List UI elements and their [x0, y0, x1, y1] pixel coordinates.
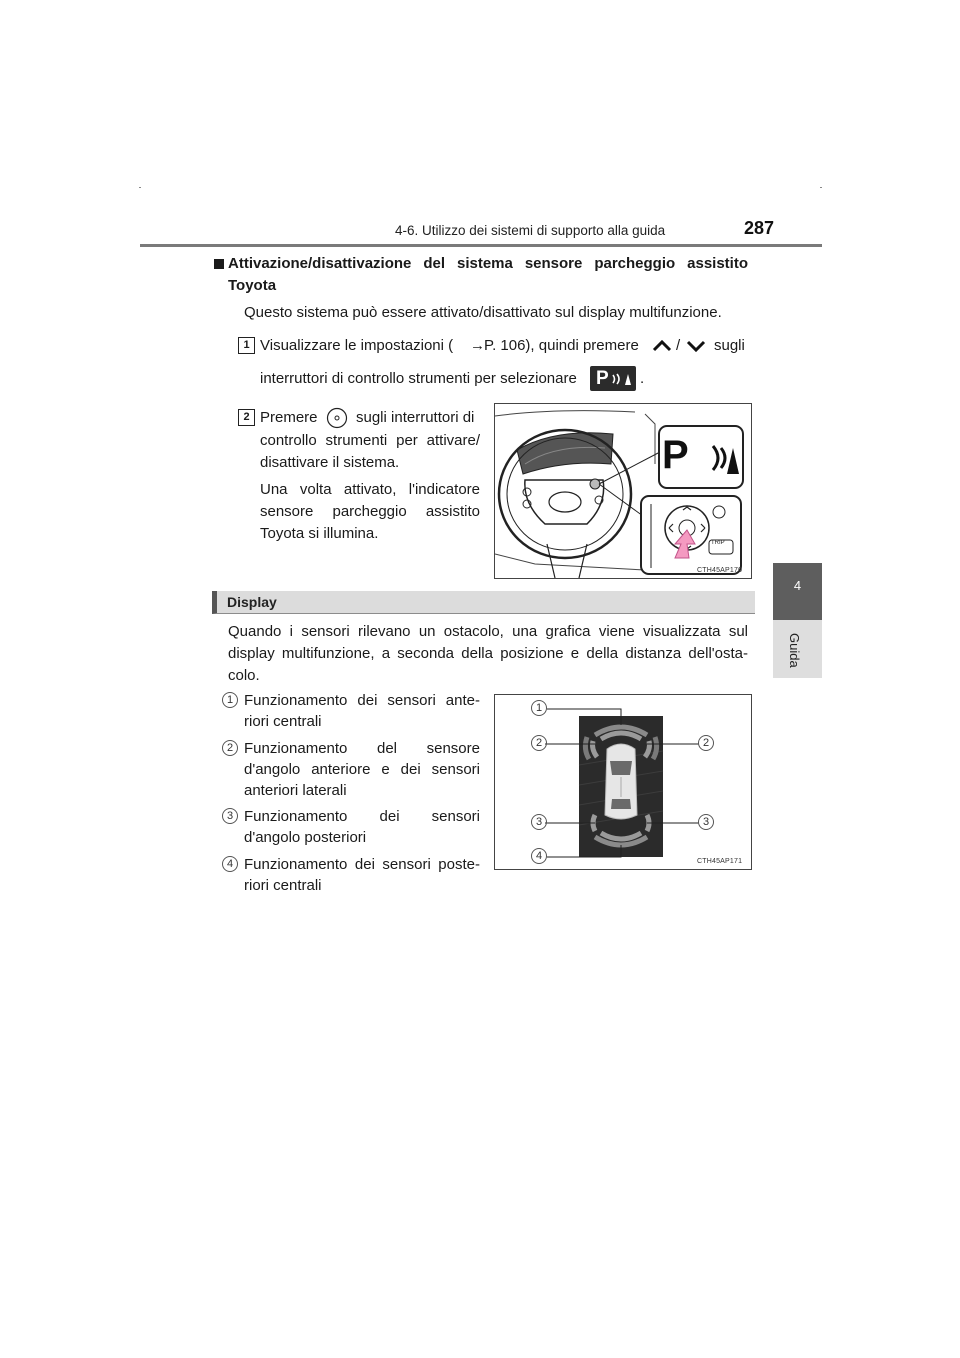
badge-letter: P — [596, 368, 609, 389]
figure-code: CTH45AP170 — [697, 567, 743, 574]
step2-line3: disattivare il sistema. — [260, 454, 400, 471]
chapter-label: Guida — [787, 633, 802, 668]
item-2-line2: d'angolo anteriore e dei sensori — [244, 761, 480, 778]
step1-text-c: sugli — [714, 337, 745, 354]
page-number: 287 — [744, 218, 775, 238]
steering-wheel-figure — [494, 403, 752, 579]
callout-number: 1 — [531, 700, 547, 716]
item-3-line1: Funzionamento dei sensori — [244, 808, 480, 825]
step2-note-line2: sensore parcheggio assistito — [260, 503, 480, 520]
activation-heading-text: Attivazione/disattivazione del sistema sensore parcheggio assistito Toyota — [228, 255, 748, 294]
display-section-title: Display — [227, 594, 277, 610]
steering-wheel-illustration — [495, 404, 751, 578]
parking-assist-badge-icon — [590, 366, 636, 391]
activation-intro: Questo sistema può essere attivato/disattivato sul display multifunzione. — [244, 304, 722, 321]
display-intro-line2: display multifunzione, a seconda della posizione e della distanza dell'osta- — [228, 645, 748, 662]
callout-number: 3 — [531, 814, 547, 830]
item-number-badge: 3 — [222, 808, 238, 824]
item-3-line2: d'angolo posteriori — [244, 829, 367, 846]
callout-number: 4 — [531, 848, 547, 864]
step1-text-a: Visualizzare le impostazioni ( — [260, 337, 454, 354]
chapter-number: 4 — [793, 578, 802, 593]
item-1-line2: riori centrali — [244, 713, 322, 730]
item-number-badge: 4 — [222, 856, 238, 872]
step2-line1-rest: sugli interruttori di — [356, 409, 475, 426]
item-2-line1: Funzionamento del sensore — [244, 740, 480, 757]
callout-number: 2 — [698, 735, 714, 751]
display-intro-line1: Quando i sensori rilevano un ostacolo, una grafica viene visualizzata sul — [228, 623, 748, 640]
step2-line1 — [260, 407, 480, 429]
sensor-display-illustration — [495, 695, 751, 869]
activation-heading — [228, 253, 748, 297]
sensor-waves-icon — [611, 371, 633, 387]
crop-mark — [139, 187, 141, 188]
chevron-up-icon — [652, 340, 672, 352]
heading-bullet-icon — [214, 259, 224, 269]
item-2-line3: anteriori laterali — [244, 782, 347, 799]
sensor-display-figure — [494, 694, 752, 870]
chevron-down-icon — [686, 340, 706, 352]
display-section-header — [212, 591, 755, 614]
step1-text-b: P. 106), quindi premere — [484, 337, 639, 354]
item-4-line1: Funzionamento dei sensori poste- — [244, 856, 480, 873]
step2-note-line1: Una volta attivato, l'indicatore — [260, 481, 480, 498]
ok-button-icon — [326, 407, 348, 429]
step-number-badge: 2 — [238, 409, 255, 426]
callout-number: 3 — [698, 814, 714, 830]
step1-period: . — [640, 370, 645, 387]
trip-button-label: TRIP — [711, 540, 725, 546]
callout-number: 2 — [531, 735, 547, 751]
arrow-icon: → — [470, 337, 485, 354]
item-number-badge: 1 — [222, 692, 238, 708]
header-rule — [140, 244, 822, 247]
step2-premere: Premere — [260, 409, 318, 426]
item-number-badge: 2 — [222, 740, 238, 756]
step1-line2: interruttori di controllo strumenti per selezionare — [260, 370, 577, 387]
item-4-line2: riori centrali — [244, 877, 322, 894]
figure-code: CTH45AP171 — [697, 858, 743, 865]
slash-separator: / — [676, 337, 681, 354]
crop-mark — [820, 187, 822, 188]
step2-line2: controllo strumenti per attivare/ — [260, 432, 480, 449]
step-number-badge: 1 — [238, 337, 255, 354]
step2-note-line3: Toyota si illumina. — [260, 525, 379, 542]
item-1-line1: Funzionamento dei sensori ante- — [244, 692, 480, 709]
display-intro-line3: colo. — [228, 667, 260, 684]
step1-line1 — [260, 335, 750, 357]
section-header: 4-6. Utilizzo dei sistemi di supporto alla guida — [395, 223, 666, 238]
callout-parking-letter: P — [662, 433, 689, 477]
